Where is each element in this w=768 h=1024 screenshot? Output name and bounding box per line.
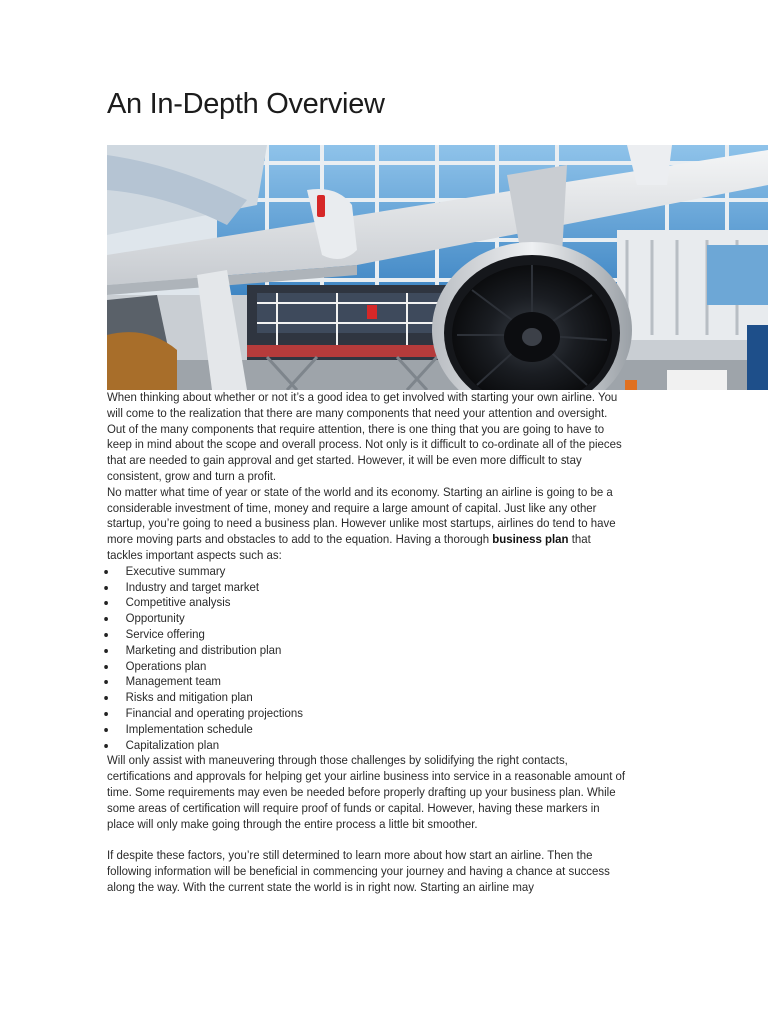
paragraph-intro: When thinking about whether or not it’s a good idea to get involved with starting your own airline. You will come to the realization that there are many components that need your attention and oversight. Out of the many components that require attention, there is one thing that you are going to have to keep in mind about the scope and overall process. Not only is it difficult to co-ordinate all of the pieces that are needed to gain approval and get started. However, it will be even more difficult to stay consistent, grow and turn a profit.	[107, 390, 622, 483]
paragraph-business-plan-text: No matter what time of year or state of the world and its economy. Starting an airline is going to be a considerable investment of time, money and require a large amount of capital. Just like any other startup, you’re going to need a business plan. However unlike most startups, airlines do tend to have more moving parts and obstacles to add to the equation. Having a thorough	[107, 484, 616, 547]
list-item: Executive summary	[107, 564, 628, 580]
list-item: Service offering	[107, 627, 628, 643]
paragraph-business-plan	[107, 485, 628, 564]
paragraph-spacer	[107, 832, 628, 848]
list-item: Financial and operating projections	[107, 706, 628, 722]
hero-image	[107, 145, 768, 390]
paragraph-next-steps: If despite these factors, you’re still determined to learn more about how start an airline. Then the following information will be beneficial in commencing your journey and having a chance at success along the way. With the current state the world is in right now. Starting an airline may	[107, 848, 610, 894]
airplane-illustration	[107, 145, 768, 390]
business-plan-aspects-list	[107, 564, 628, 754]
paragraph-business-plan-tail: that tackles important aspects such as:	[107, 532, 591, 562]
list-item: Competitive analysis	[107, 595, 628, 611]
article-body	[107, 390, 628, 896]
list-item: Implementation schedule	[107, 722, 628, 738]
business-plan-link[interactable]: business plan	[492, 532, 569, 547]
list-item: Capitalization plan	[107, 738, 628, 754]
list-item: Operations plan	[107, 659, 628, 675]
page-title: An In-Depth Overview	[107, 88, 385, 120]
list-item: Marketing and distribution plan	[107, 643, 628, 659]
list-item: Industry and target market	[107, 580, 628, 596]
paragraph-challenges: Will only assist with maneuvering through those challenges by solidifying the right contacts, certifications and approvals for helping get your airline business into service in a reasonable amount of time. Some requirements may even be needed before properly drafting up your business plan. While some areas of certification will require proof of funds or capital. However, having these markers in place will only make going through the entire process a little bit smoother.	[107, 753, 626, 831]
list-item: Management team	[107, 674, 628, 690]
list-item: Risks and mitigation plan	[107, 690, 628, 706]
list-item: Opportunity	[107, 611, 628, 627]
